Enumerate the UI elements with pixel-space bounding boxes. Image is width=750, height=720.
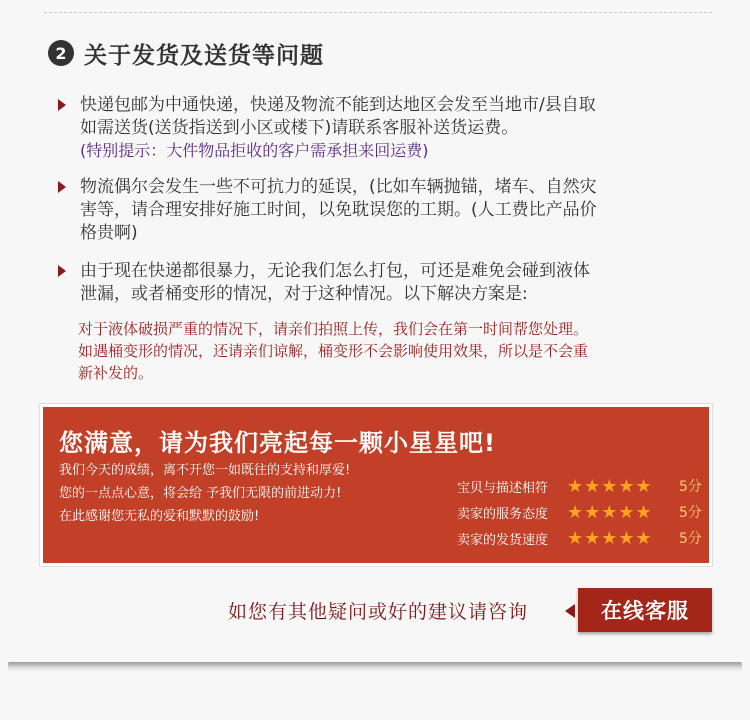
solution-line: 如遇桶变形的情况，还请亲们谅解，桶变形不会影响使用效果，所以是不会重 (78, 342, 589, 360)
section-title: 关于发货及送货等问题 (84, 42, 324, 69)
paragraph-line: 快递包邮为中通快递，快递及物流不能到达地区会发至当地市/县自取 (80, 95, 596, 115)
solution-line: 对于液体破损严重的情况下，请亲们拍照上传，我们会在第一时间帮您处理。 (78, 320, 589, 338)
paragraph-line: 害等，请合理安排好施工时间，以免耽误您的工期。(人工费比产品价 (80, 200, 597, 220)
bullet-arrow-icon (58, 265, 66, 277)
banner-line: 我们今天的成绩，离不开您一如既往的支持和厚爱! (59, 463, 351, 478)
consult-prompt: 如您有其他疑问或好的建议请咨询 (228, 601, 529, 623)
ratings-list (457, 473, 702, 551)
bullet-arrow-icon (58, 99, 66, 111)
top-divider (44, 12, 712, 13)
banner-line: 您的一点点心意，将会给 予我们无限的前进动力! (59, 486, 342, 501)
paragraph-line: 由于现在快递都很暴力，无论我们怎么打包，可还是难免会碰到液体 (80, 261, 590, 281)
paragraph-line: 格贵啊) (80, 223, 138, 243)
paragraph-damage (58, 260, 708, 384)
star-icon: ★★★★★ (567, 475, 653, 497)
paragraph-line: 泄漏，或者桶变形的情况，对于这种情况。以下解决方案是: (80, 284, 528, 304)
online-service-button[interactable]: 在线客服 (578, 588, 712, 632)
banner-message (59, 459, 350, 528)
star-icon: ★★★★★ (567, 527, 653, 549)
rating-row-service (457, 499, 702, 525)
paragraph-line: 如需送货(送货指送到小区或楼下)请联系客服补送货运费。 (80, 118, 519, 138)
paragraph-delay (58, 176, 708, 245)
banner-headline: 您满意，请为我们亮起每一颗小星星吧! (59, 429, 496, 457)
pointer-arrow-icon (565, 604, 575, 618)
solution-line: 新补发的。 (78, 364, 154, 382)
solution-text (78, 318, 708, 384)
bottom-divider (8, 662, 742, 672)
rating-score: 5分 (679, 505, 702, 521)
rating-score: 5分 (679, 531, 702, 547)
star-icon: ★★★★★ (567, 501, 653, 523)
special-note: (特别提示：大件物品拒收的客户需承担来回运费) (80, 141, 429, 160)
rating-label: 宝贝与描述相符 (457, 480, 549, 496)
rating-row-description (457, 473, 702, 499)
banner-line: 在此感谢您无私的爱和默默的鼓励! (59, 509, 260, 524)
paragraph-line: 物流偶尔会发生一些不可抗力的延误，(比如车辆抛锚，堵车、自然灾 (80, 177, 597, 197)
rating-row-shipping-speed (457, 525, 702, 551)
rating-label: 卖家的发货速度 (457, 532, 549, 548)
rating-label: 卖家的服务态度 (457, 506, 549, 522)
paragraph-shipping (58, 94, 708, 162)
section-heading (48, 36, 324, 70)
section-number-badge: 2 (48, 40, 74, 66)
bullet-arrow-icon (58, 181, 66, 193)
rating-score: 5分 (679, 479, 702, 495)
rating-banner (40, 404, 712, 566)
